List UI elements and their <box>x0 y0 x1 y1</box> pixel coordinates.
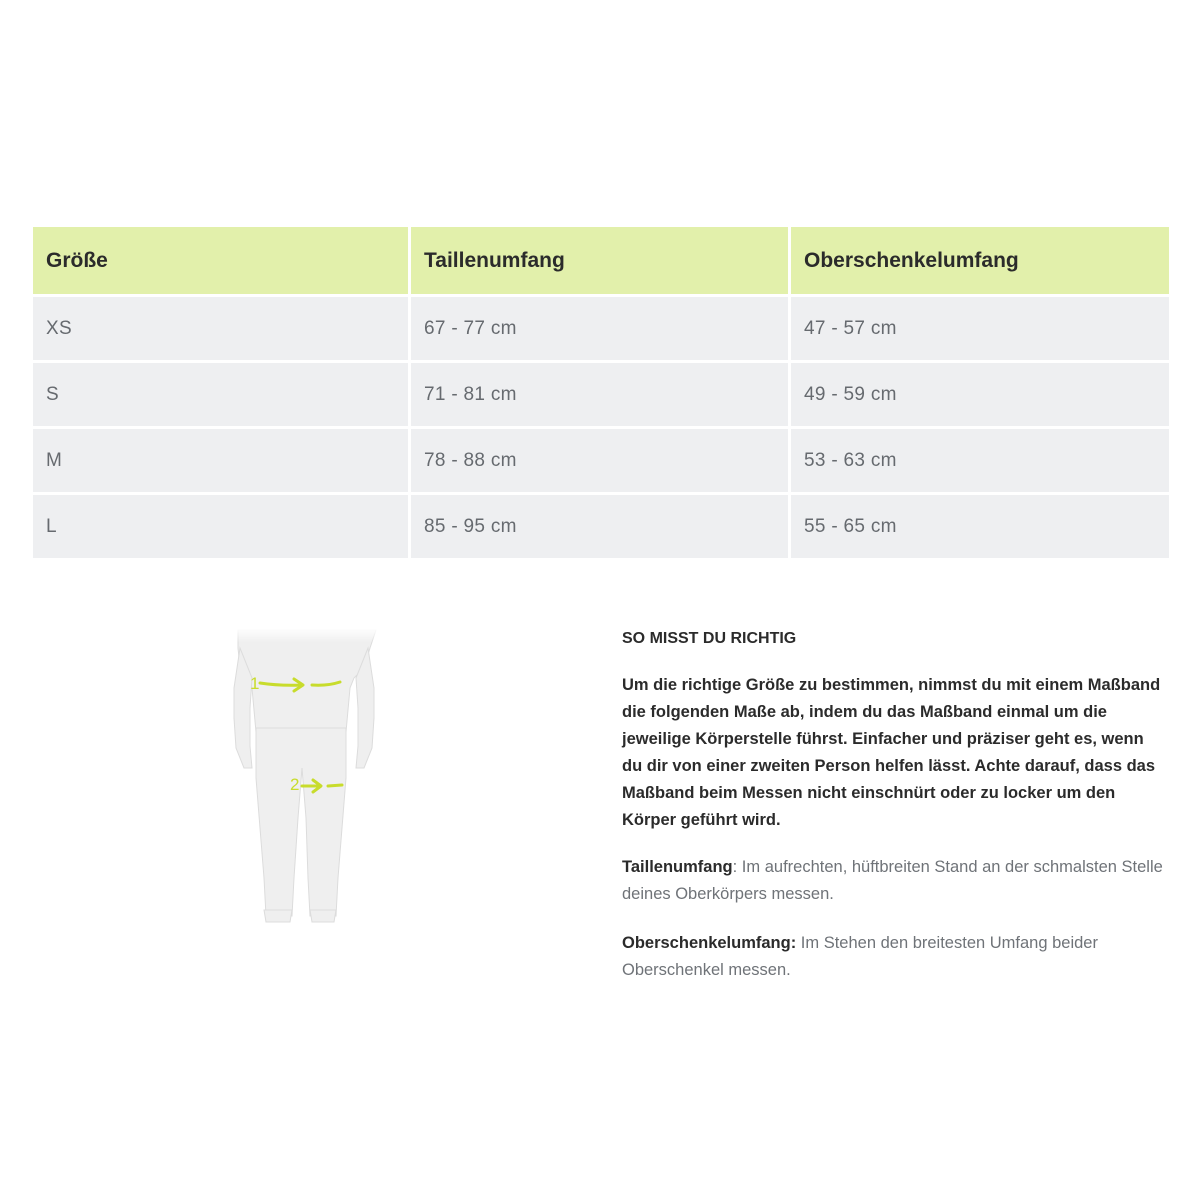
thigh-marker-label: 2 <box>290 775 300 794</box>
guide-heading: SO MISST DU RICHTIG <box>622 630 797 647</box>
cell-waist: 71 - 81 cm <box>411 363 791 429</box>
table-row <box>33 429 1169 495</box>
cell-size: M <box>33 429 411 495</box>
cell-thigh: 53 - 63 cm <box>791 429 1169 495</box>
waist-marker-label: 1 <box>250 674 260 693</box>
waist-instruction <box>622 854 1167 908</box>
waist-separator: : <box>732 858 738 876</box>
table-row <box>33 495 1169 561</box>
cell-thigh: 47 - 57 cm <box>791 297 1169 363</box>
cell-size: XS <box>33 297 411 363</box>
header-waist: Taillenumfang <box>411 227 791 297</box>
guide-intro: Um die richtige Größe zu bestimmen, nimmst du mit einem Maßband die folgenden Maße ab, indem du das Maßband einmal um die jeweilige Körperstelle führst. Einfacher und präziser geht es, wenn du dir von einer zweiten Person helfen lässt. Achte darauf, dass das Maßband beim Messen nicht einschnürt oder zu locker um den Körper geführt wird. <box>622 676 1161 829</box>
cell-waist: 67 - 77 cm <box>411 297 791 363</box>
table-row <box>33 297 1169 363</box>
header-size: Größe <box>33 227 411 297</box>
waist-term: Taillenumfang <box>622 858 733 876</box>
body-measurement-figure <box>228 628 388 924</box>
table-row <box>33 363 1169 429</box>
table-header-row <box>33 227 1169 297</box>
cell-size: L <box>33 495 411 561</box>
thigh-instruction <box>622 930 1167 984</box>
thigh-text: Im Stehen den breitesten Umfang beider Oberschenkel messen. <box>622 934 1098 979</box>
cell-size: S <box>33 363 411 429</box>
measurement-guide <box>622 628 1167 1006</box>
cell-waist: 85 - 95 cm <box>411 495 791 561</box>
header-thigh: Oberschenkelumfang <box>791 227 1169 297</box>
size-table <box>33 227 1169 561</box>
waist-text: Im aufrechten, hüftbreiten Stand an der schmalsten Stelle deines Oberkörpers messen. <box>622 858 1163 903</box>
cell-waist: 78 - 88 cm <box>411 429 791 495</box>
thigh-term: Oberschenkelumfang: <box>622 934 797 952</box>
cell-thigh: 55 - 65 cm <box>791 495 1169 561</box>
cell-thigh: 49 - 59 cm <box>791 363 1169 429</box>
